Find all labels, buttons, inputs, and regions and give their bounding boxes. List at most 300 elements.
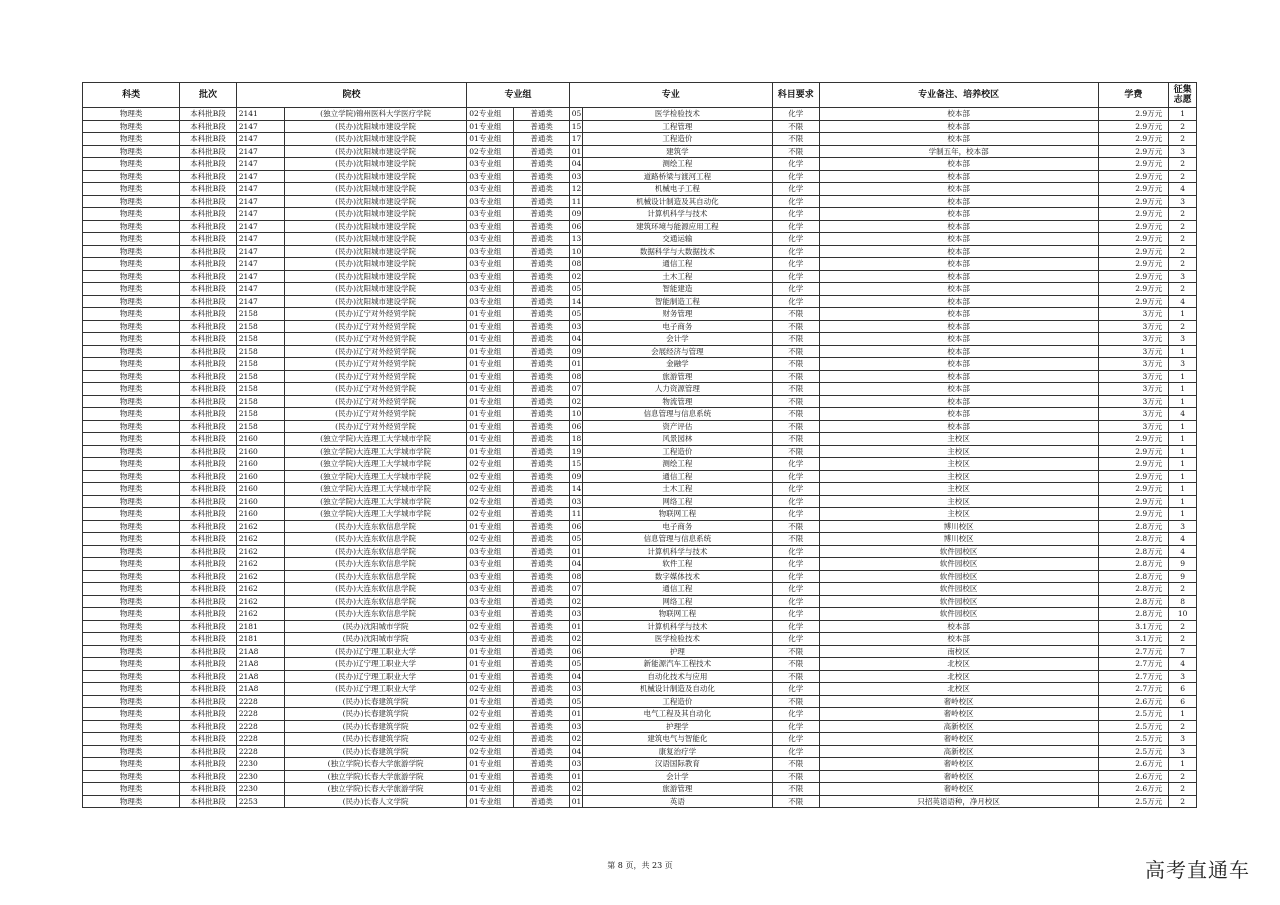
cell-major-code: 09	[569, 208, 582, 221]
cell-quota: 2	[1169, 795, 1197, 808]
cell-subject-req: 化学	[772, 270, 819, 283]
cell-major-code: 14	[569, 295, 582, 308]
cell-major-name: 工程造价	[583, 133, 773, 146]
cell-fee: 2.9万元	[1098, 270, 1169, 283]
cell-category: 普通类	[514, 195, 569, 208]
table-row	[83, 170, 1197, 183]
cell-group: 03专业组	[467, 183, 514, 196]
cell-category: 普通类	[514, 220, 569, 233]
cell-school-name: (民办)辽宁对外经贸学院	[284, 358, 466, 371]
cell-subject-req: 化学	[772, 545, 819, 558]
cell-kelei: 物理类	[83, 220, 180, 233]
cell-pici: 本科批B段	[180, 258, 236, 271]
cell-major-name: 电子商务	[583, 320, 773, 333]
cell-quota: 2	[1169, 133, 1197, 146]
cell-kelei: 物理类	[83, 458, 180, 471]
cell-category: 普通类	[514, 720, 569, 733]
cell-fee: 2.9万元	[1098, 120, 1169, 133]
cell-major-name: 医学检验技术	[583, 108, 773, 121]
table-row	[83, 545, 1197, 558]
cell-major-name: 物流管理	[583, 395, 773, 408]
cell-subject-req: 不限	[772, 445, 819, 458]
table-row	[83, 795, 1197, 808]
cell-category: 普通类	[514, 695, 569, 708]
cell-quota: 2	[1169, 258, 1197, 271]
cell-subject-req: 化学	[772, 620, 819, 633]
cell-remark: 软件园校区	[819, 558, 1098, 571]
cell-major-code: 08	[569, 258, 582, 271]
cell-category: 普通类	[514, 458, 569, 471]
cell-school-code: 2158	[236, 320, 284, 333]
cell-pici: 本科批B段	[180, 670, 236, 683]
table-row	[83, 395, 1197, 408]
cell-kelei: 物理类	[83, 358, 180, 371]
cell-group: 02专业组	[467, 708, 514, 721]
cell-pici: 本科批B段	[180, 233, 236, 246]
header-pici: 批次	[180, 83, 236, 108]
cell-group: 01专业组	[467, 758, 514, 771]
cell-school-code: 2162	[236, 520, 284, 533]
cell-school-name: (民办)沈阳城市学院	[284, 633, 466, 646]
cell-group: 03专业组	[467, 633, 514, 646]
cell-subject-req: 不限	[772, 370, 819, 383]
cell-major-code: 02	[569, 270, 582, 283]
cell-remark: 校本部	[819, 308, 1098, 321]
cell-pici: 本科批B段	[180, 358, 236, 371]
cell-school-code: 2158	[236, 370, 284, 383]
cell-fee: 2.9万元	[1098, 108, 1169, 121]
cell-school-code: 2181	[236, 620, 284, 633]
cell-school-code: 2162	[236, 570, 284, 583]
table-row	[83, 483, 1197, 496]
table-row	[83, 120, 1197, 133]
cell-subject-req: 化学	[772, 245, 819, 258]
admission-table	[82, 82, 1197, 808]
cell-school-code: 2147	[236, 120, 284, 133]
cell-category: 普通类	[514, 295, 569, 308]
table-row	[83, 370, 1197, 383]
cell-pici: 本科批B段	[180, 683, 236, 696]
cell-kelei: 物理类	[83, 495, 180, 508]
cell-group: 02专业组	[467, 108, 514, 121]
cell-pici: 本科批B段	[180, 195, 236, 208]
cell-major-name: 汉语国际教育	[583, 758, 773, 771]
cell-quota: 1	[1169, 758, 1197, 771]
table-row	[83, 520, 1197, 533]
cell-group: 03专业组	[467, 270, 514, 283]
cell-fee: 3万元	[1098, 408, 1169, 421]
cell-major-name: 护理学	[583, 720, 773, 733]
cell-major-code: 04	[569, 158, 582, 171]
cell-remark: 高新校区	[819, 720, 1098, 733]
cell-fee: 2.9万元	[1098, 258, 1169, 271]
cell-remark: 奢岭校区	[819, 758, 1098, 771]
cell-major-name: 护理	[583, 645, 773, 658]
cell-kelei: 物理类	[83, 195, 180, 208]
cell-fee: 2.5万元	[1098, 708, 1169, 721]
cell-subject-req: 化学	[772, 283, 819, 296]
cell-school-name: (民办)长春人文学院	[284, 795, 466, 808]
cell-kelei: 物理类	[83, 183, 180, 196]
cell-subject-req: 不限	[772, 533, 819, 546]
cell-school-name: (民办)辽宁对外经贸学院	[284, 395, 466, 408]
cell-major-name: 数字媒体技术	[583, 570, 773, 583]
cell-category: 普通类	[514, 545, 569, 558]
cell-kelei: 物理类	[83, 758, 180, 771]
cell-quota: 3	[1169, 745, 1197, 758]
cell-school-code: 2162	[236, 595, 284, 608]
cell-subject-req: 化学	[772, 508, 819, 521]
cell-school-name: (民办)辽宁对外经贸学院	[284, 345, 466, 358]
cell-major-name: 英语	[583, 795, 773, 808]
cell-subject-req: 不限	[772, 320, 819, 333]
cell-major-code: 03	[569, 320, 582, 333]
cell-remark: 软件园校区	[819, 583, 1098, 596]
cell-category: 普通类	[514, 470, 569, 483]
cell-remark: 校本部	[819, 383, 1098, 396]
cell-major-code: 11	[569, 195, 582, 208]
cell-school-name: (民办)沈阳城市建设学院	[284, 120, 466, 133]
cell-school-name: (民办)大连东软信息学院	[284, 545, 466, 558]
cell-kelei: 物理类	[83, 333, 180, 346]
cell-major-name: 网络工程	[583, 595, 773, 608]
cell-pici: 本科批B段	[180, 495, 236, 508]
cell-major-name: 资产评估	[583, 420, 773, 433]
cell-subject-req: 化学	[772, 208, 819, 221]
cell-fee: 2.8万元	[1098, 520, 1169, 533]
cell-pici: 本科批B段	[180, 508, 236, 521]
cell-quota: 1	[1169, 383, 1197, 396]
cell-school-name: (独立学院)大连理工大学城市学院	[284, 495, 466, 508]
cell-pici: 本科批B段	[180, 345, 236, 358]
cell-pici: 本科批B段	[180, 783, 236, 796]
cell-kelei: 物理类	[83, 695, 180, 708]
cell-category: 普通类	[514, 670, 569, 683]
cell-major-name: 建筑电气与智能化	[583, 733, 773, 746]
cell-remark: 校本部	[819, 358, 1098, 371]
cell-school-name: (民办)辽宁理工职业大学	[284, 645, 466, 658]
cell-school-code: 2253	[236, 795, 284, 808]
cell-fee: 2.9万元	[1098, 158, 1169, 171]
cell-school-name: (民办)辽宁对外经贸学院	[284, 420, 466, 433]
cell-kelei: 物理类	[83, 745, 180, 758]
cell-school-name: (独立学院)大连理工大学城市学院	[284, 458, 466, 471]
cell-remark: 奢岭校区	[819, 733, 1098, 746]
cell-major-name: 土木工程	[583, 270, 773, 283]
cell-group: 01专业组	[467, 795, 514, 808]
cell-group: 01专业组	[467, 308, 514, 321]
cell-school-name: (独立学院)大连理工大学城市学院	[284, 508, 466, 521]
cell-fee: 3万元	[1098, 370, 1169, 383]
cell-pici: 本科批B段	[180, 108, 236, 121]
cell-pici: 本科批B段	[180, 633, 236, 646]
table-row	[83, 570, 1197, 583]
cell-remark: 主校区	[819, 470, 1098, 483]
cell-group: 01专业组	[467, 120, 514, 133]
cell-school-name: (民办)沈阳城市建设学院	[284, 195, 466, 208]
cell-school-name: (民办)辽宁对外经贸学院	[284, 370, 466, 383]
cell-subject-req: 化学	[772, 708, 819, 721]
cell-kelei: 物理类	[83, 595, 180, 608]
cell-pici: 本科批B段	[180, 270, 236, 283]
cell-quota: 3	[1169, 670, 1197, 683]
cell-school-name: (民办)辽宁理工职业大学	[284, 683, 466, 696]
cell-category: 普通类	[514, 633, 569, 646]
cell-major-code: 01	[569, 620, 582, 633]
cell-kelei: 物理类	[83, 645, 180, 658]
cell-remark: 主校区	[819, 458, 1098, 471]
cell-major-code: 09	[569, 470, 582, 483]
cell-fee: 2.5万元	[1098, 745, 1169, 758]
cell-school-name: (民办)大连东软信息学院	[284, 533, 466, 546]
cell-major-name: 网络工程	[583, 495, 773, 508]
cell-quota: 2	[1169, 170, 1197, 183]
cell-quota: 3	[1169, 520, 1197, 533]
cell-school-code: 2162	[236, 558, 284, 571]
cell-major-name: 智能建造	[583, 283, 773, 296]
cell-pici: 本科批B段	[180, 408, 236, 421]
cell-pici: 本科批B段	[180, 708, 236, 721]
cell-school-name: (民办)辽宁对外经贸学院	[284, 333, 466, 346]
cell-quota: 4	[1169, 295, 1197, 308]
header-kemu: 科目要求	[772, 83, 819, 108]
cell-group: 01专业组	[467, 320, 514, 333]
cell-group: 01专业组	[467, 408, 514, 421]
cell-remark: 校本部	[819, 408, 1098, 421]
cell-pici: 本科批B段	[180, 595, 236, 608]
cell-school-code: 2181	[236, 633, 284, 646]
cell-kelei: 物理类	[83, 633, 180, 646]
cell-major-code: 11	[569, 508, 582, 521]
cell-school-code: 2230	[236, 783, 284, 796]
cell-school-code: 2158	[236, 333, 284, 346]
cell-group: 02专业组	[467, 745, 514, 758]
cell-school-code: 2230	[236, 770, 284, 783]
cell-quota: 2	[1169, 633, 1197, 646]
cell-fee: 2.9万元	[1098, 470, 1169, 483]
cell-fee: 2.8万元	[1098, 608, 1169, 621]
cell-group: 03专业组	[467, 170, 514, 183]
cell-quota: 1	[1169, 458, 1197, 471]
cell-subject-req: 化学	[772, 683, 819, 696]
cell-quota: 1	[1169, 108, 1197, 121]
cell-remark: 校本部	[819, 345, 1098, 358]
table-row	[83, 683, 1197, 696]
cell-fee: 3万元	[1098, 395, 1169, 408]
cell-school-name: (独立学院)长春大学旅游学院	[284, 758, 466, 771]
table-row	[83, 108, 1197, 121]
cell-quota: 1	[1169, 470, 1197, 483]
cell-school-name: (民办)沈阳城市建设学院	[284, 270, 466, 283]
cell-subject-req: 不限	[772, 758, 819, 771]
cell-quota: 2	[1169, 770, 1197, 783]
cell-pici: 本科批B段	[180, 545, 236, 558]
cell-pici: 本科批B段	[180, 208, 236, 221]
cell-school-name: (独立学院)大连理工大学城市学院	[284, 470, 466, 483]
table-row	[83, 733, 1197, 746]
cell-pici: 本科批B段	[180, 558, 236, 571]
cell-category: 普通类	[514, 258, 569, 271]
cell-major-name: 工程造价	[583, 695, 773, 708]
cell-category: 普通类	[514, 133, 569, 146]
cell-quota: 1	[1169, 445, 1197, 458]
cell-remark: 校本部	[819, 270, 1098, 283]
cell-fee: 3万元	[1098, 358, 1169, 371]
cell-pici: 本科批B段	[180, 470, 236, 483]
cell-category: 普通类	[514, 145, 569, 158]
cell-school-name: (民办)大连东软信息学院	[284, 558, 466, 571]
cell-school-name: (民办)沈阳城市建设学院	[284, 220, 466, 233]
cell-kelei: 物理类	[83, 158, 180, 171]
cell-school-code: 2228	[236, 695, 284, 708]
cell-major-code: 03	[569, 758, 582, 771]
cell-fee: 2.9万元	[1098, 458, 1169, 471]
cell-major-code: 07	[569, 383, 582, 396]
cell-group: 02专业组	[467, 508, 514, 521]
cell-remark: 校本部	[819, 333, 1098, 346]
cell-remark: 主校区	[819, 508, 1098, 521]
cell-pici: 本科批B段	[180, 420, 236, 433]
cell-school-code: 2147	[236, 183, 284, 196]
cell-fee: 2.6万元	[1098, 770, 1169, 783]
cell-subject-req: 不限	[772, 520, 819, 533]
cell-major-code: 05	[569, 283, 582, 296]
cell-fee: 2.8万元	[1098, 533, 1169, 546]
table-row	[83, 583, 1197, 596]
cell-school-code: 2162	[236, 608, 284, 621]
cell-major-code: 02	[569, 633, 582, 646]
cell-school-name: (民办)长春建筑学院	[284, 745, 466, 758]
cell-pici: 本科批B段	[180, 220, 236, 233]
cell-remark: 校本部	[819, 320, 1098, 333]
cell-major-name: 物联网工程	[583, 508, 773, 521]
cell-fee: 2.8万元	[1098, 595, 1169, 608]
cell-major-code: 18	[569, 433, 582, 446]
cell-pici: 本科批B段	[180, 145, 236, 158]
cell-school-name: (民办)大连东软信息学院	[284, 595, 466, 608]
cell-remark: 高新校区	[819, 745, 1098, 758]
table-row	[83, 658, 1197, 671]
cell-remark: 校本部	[819, 220, 1098, 233]
cell-category: 普通类	[514, 658, 569, 671]
cell-group: 01专业组	[467, 395, 514, 408]
cell-major-code: 05	[569, 533, 582, 546]
cell-subject-req: 化学	[772, 608, 819, 621]
cell-pici: 本科批B段	[180, 370, 236, 383]
cell-category: 普通类	[514, 170, 569, 183]
cell-major-name: 通信工程	[583, 583, 773, 596]
cell-subject-req: 化学	[772, 220, 819, 233]
cell-school-name: (独立学院)锦州医科大学医疗学院	[284, 108, 466, 121]
cell-major-code: 06	[569, 645, 582, 658]
cell-school-code: 2228	[236, 745, 284, 758]
cell-fee: 2.6万元	[1098, 695, 1169, 708]
cell-major-name: 物联网工程	[583, 608, 773, 621]
cell-subject-req: 不限	[772, 645, 819, 658]
cell-quota: 2	[1169, 120, 1197, 133]
cell-kelei: 物理类	[83, 470, 180, 483]
cell-group: 03专业组	[467, 558, 514, 571]
cell-group: 03专业组	[467, 608, 514, 621]
table-row	[83, 233, 1197, 246]
cell-subject-req: 化学	[772, 483, 819, 496]
cell-fee: 2.8万元	[1098, 558, 1169, 571]
cell-category: 普通类	[514, 245, 569, 258]
table-row	[83, 308, 1197, 321]
cell-fee: 2.9万元	[1098, 233, 1169, 246]
header-zhuanyezu: 专业组	[467, 83, 569, 108]
cell-kelei: 物理类	[83, 145, 180, 158]
cell-school-name: (独立学院)大连理工大学城市学院	[284, 483, 466, 496]
cell-kelei: 物理类	[83, 770, 180, 783]
cell-kelei: 物理类	[83, 733, 180, 746]
cell-remark: 校本部	[819, 183, 1098, 196]
cell-pici: 本科批B段	[180, 133, 236, 146]
cell-remark: 奢岭校区	[819, 770, 1098, 783]
cell-quota: 2	[1169, 720, 1197, 733]
cell-kelei: 物理类	[83, 208, 180, 221]
table-row	[83, 220, 1197, 233]
cell-quota: 4	[1169, 183, 1197, 196]
cell-major-code: 05	[569, 308, 582, 321]
cell-category: 普通类	[514, 608, 569, 621]
cell-major-name: 财务管理	[583, 308, 773, 321]
cell-fee: 2.9万元	[1098, 483, 1169, 496]
cell-group: 01专业组	[467, 695, 514, 708]
cell-quota: 2	[1169, 245, 1197, 258]
cell-pici: 本科批B段	[180, 320, 236, 333]
cell-school-name: (民办)大连东软信息学院	[284, 570, 466, 583]
cell-major-name: 新能源汽车工程技术	[583, 658, 773, 671]
cell-quota: 2	[1169, 208, 1197, 221]
cell-major-name: 电气工程及其自动化	[583, 708, 773, 721]
cell-kelei: 物理类	[83, 583, 180, 596]
cell-fee: 3万元	[1098, 308, 1169, 321]
cell-category: 普通类	[514, 745, 569, 758]
cell-remark: 校本部	[819, 245, 1098, 258]
cell-quota: 9	[1169, 570, 1197, 583]
cell-major-name: 旅游管理	[583, 370, 773, 383]
cell-kelei: 物理类	[83, 683, 180, 696]
cell-major-code: 13	[569, 233, 582, 246]
cell-kelei: 物理类	[83, 433, 180, 446]
cell-quota: 1	[1169, 308, 1197, 321]
cell-quota: 2	[1169, 783, 1197, 796]
cell-group: 01专业组	[467, 370, 514, 383]
cell-pici: 本科批B段	[180, 483, 236, 496]
cell-quota: 6	[1169, 683, 1197, 696]
cell-school-code: 2141	[236, 108, 284, 121]
cell-group: 03专业组	[467, 258, 514, 271]
cell-quota: 1	[1169, 395, 1197, 408]
cell-pici: 本科批B段	[180, 658, 236, 671]
cell-category: 普通类	[514, 158, 569, 171]
cell-major-code: 09	[569, 345, 582, 358]
cell-group: 03专业组	[467, 545, 514, 558]
cell-school-code: 2147	[236, 283, 284, 296]
cell-school-code: 2162	[236, 533, 284, 546]
cell-kelei: 物理类	[83, 508, 180, 521]
cell-school-name: (民办)沈阳城市建设学院	[284, 170, 466, 183]
cell-remark: 博川校区	[819, 533, 1098, 546]
cell-category: 普通类	[514, 358, 569, 371]
table-row	[83, 495, 1197, 508]
cell-school-code: 2160	[236, 508, 284, 521]
cell-pici: 本科批B段	[180, 333, 236, 346]
cell-group: 01专业组	[467, 433, 514, 446]
table-row	[83, 745, 1197, 758]
table-row	[83, 608, 1197, 621]
